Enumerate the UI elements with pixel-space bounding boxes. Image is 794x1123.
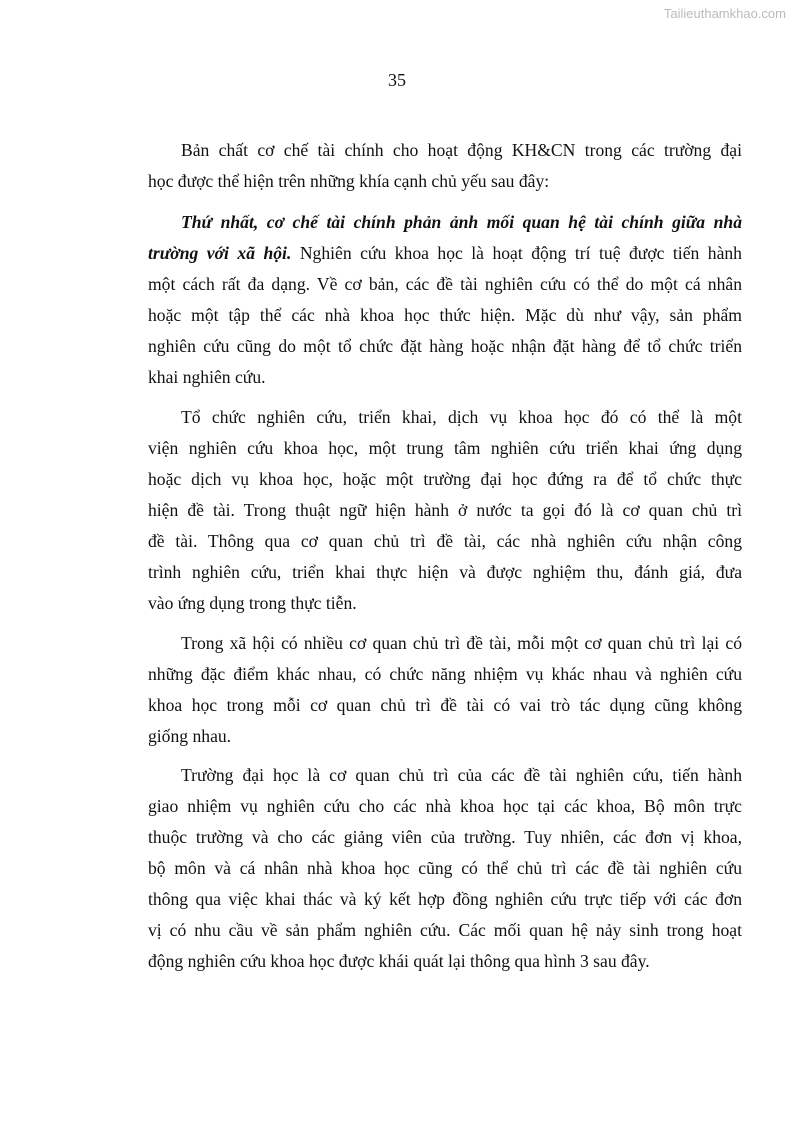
paragraph-3-line — [148, 561, 742, 583]
line-text: bộ môn và cá nhân nhà khoa học cũng có thể chủ trì các đề tài nghiên cứu — [148, 858, 742, 878]
line-text: những đặc điểm khác nhau, có chức năng nhiệm vụ khác nhau và nghiên cứu — [148, 664, 742, 684]
paragraph-3-line — [148, 592, 742, 614]
paragraph-2-line — [148, 242, 742, 264]
emphasis-text: Thứ nhất, cơ chế tài chính phản ảnh mối quan hệ tài chính giữa nhà — [181, 212, 742, 232]
line-text: giống nhau. — [148, 726, 232, 746]
paragraph-3-line — [148, 530, 742, 552]
line-text: Nghiên cứu khoa học là hoạt động trí tuệ được tiến hành — [291, 243, 742, 263]
line-text: hiện đề tài. Trong thuật ngữ hiện hành ở nước ta gọi đó là cơ quan chủ trì — [148, 500, 742, 520]
line-text: Trong xã hội có nhiều cơ quan chủ trì đề tài, mỗi một cơ quan chủ trì lại có — [181, 633, 742, 653]
line-text: vị có nhu cầu về sản phẩm nghiên cứu. Các mối quan hệ nảy sinh trong hoạt — [148, 920, 742, 940]
paragraph-2-line — [148, 304, 742, 326]
line-text: học được thể hiện trên những khía cạnh chủ yếu sau đây: — [148, 171, 550, 191]
paragraph-4-line — [148, 725, 742, 747]
line-text: đề tài. Thông qua cơ quan chủ trì đề tài, các nhà nghiên cứu nhận công — [148, 531, 742, 551]
emphasis-text: trường với xã hội. — [148, 243, 292, 263]
line-text: viện nghiên cứu khoa học, một trung tâm nghiên cứu triển khai ứng dụng — [148, 438, 742, 458]
paragraph-2-line — [148, 366, 742, 388]
line-text: Bản chất cơ chế tài chính cho hoạt động KH&CN trong các trường đại — [181, 140, 742, 160]
line-text: thuộc trường và cho các giảng viên của trường. Tuy nhiên, các đơn vị khoa, — [148, 827, 742, 847]
paragraph-5-line — [148, 888, 742, 910]
paragraph-5-line — [181, 764, 742, 786]
paragraph-3-line — [148, 499, 742, 521]
line-text: giao nhiệm vụ nghiên cứu cho các nhà khoa học tại các khoa, Bộ môn trực — [148, 796, 742, 816]
line-text: hoặc dịch vụ khoa học, hoặc một trường đại học đứng ra để tổ chức thực — [148, 469, 742, 489]
paragraph-5-line — [148, 795, 742, 817]
line-text: Trường đại học là cơ quan chủ trì của các đề tài nghiên cứu, tiến hành — [181, 765, 742, 785]
paragraph-3-line — [148, 468, 742, 490]
paragraph-3-line — [181, 406, 742, 428]
paragraph-5-line — [148, 950, 742, 972]
paragraph-1-line — [181, 139, 742, 161]
paragraph-4-line — [181, 632, 742, 654]
line-text: nghiên cứu cũng do một tổ chức đặt hàng hoặc nhận đặt hàng để tổ chức triển — [148, 336, 742, 356]
paragraph-2-line — [181, 211, 742, 233]
paragraph-2-line — [148, 273, 742, 295]
paragraph-5-line — [148, 826, 742, 848]
line-text: khoa học trong mỗi cơ quan chủ trì đề tài có vai trò tác dụng cũng không — [148, 695, 742, 715]
watermark: Tailieuthamkhao.com — [663, 6, 786, 21]
paragraph-2-line — [148, 335, 742, 357]
line-text: Tổ chức nghiên cứu, triển khai, dịch vụ khoa học đó có thể là một — [181, 407, 742, 427]
line-text: thông qua việc khai thác và ký kết hợp đồng nghiên cứu trực tiếp với các đơn — [148, 889, 742, 909]
line-text: động nghiên cứu khoa học được khái quát lại thông qua hình 3 sau đây. — [148, 951, 650, 971]
line-text: hoặc một tập thể các nhà khoa học thức hiện. Mặc dù như vậy, sản phẩm — [148, 305, 742, 325]
line-text: vào ứng dụng trong thực tiễn. — [148, 593, 357, 613]
paragraph-3-line — [148, 437, 742, 459]
paragraph-5-line — [148, 857, 742, 879]
paragraph-5-line — [148, 919, 742, 941]
paragraph-4-line — [148, 694, 742, 716]
line-text: trình nghiên cứu, triển khai thực hiện và được nghiệm thu, đánh giá, đưa — [148, 562, 742, 582]
paragraph-4-line — [148, 663, 742, 685]
paragraph-1-line — [148, 170, 742, 192]
line-text: một cách rất đa dạng. Về cơ bản, các đề tài nghiên cứu có thể do một cá nhân — [148, 274, 742, 294]
page-number: 35 — [388, 70, 406, 90]
line-text: khai nghiên cứu. — [148, 367, 266, 387]
